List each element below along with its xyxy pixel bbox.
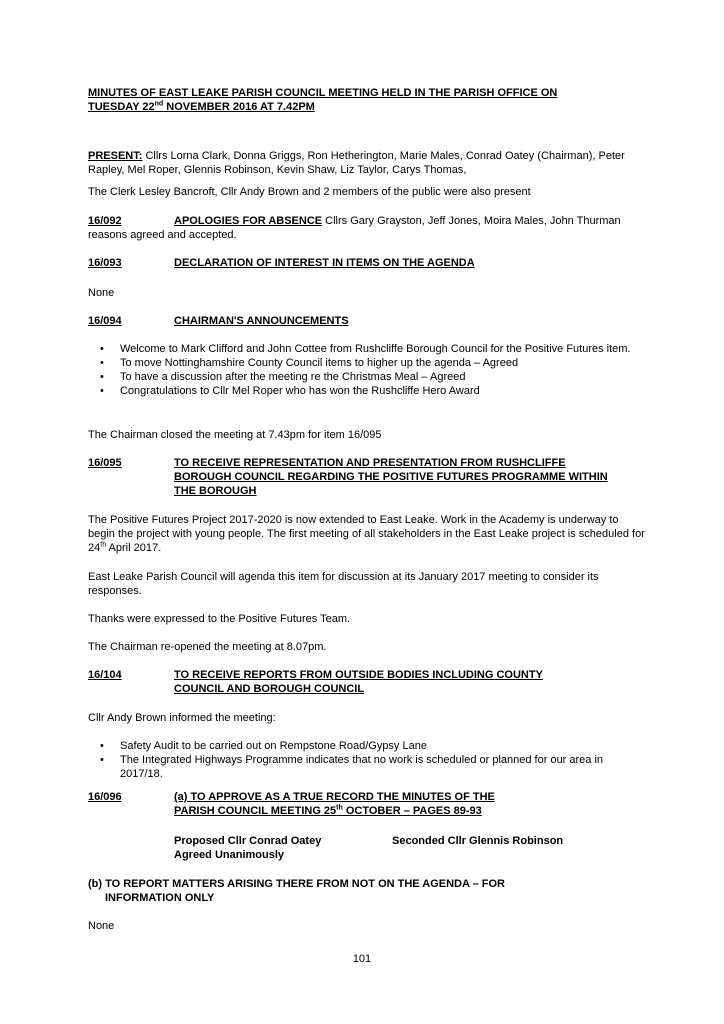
declaration-body: None bbox=[88, 287, 115, 299]
section-heading: CHAIRMAN'S ANNOUNCEMENTS bbox=[174, 315, 349, 327]
present-paragraph bbox=[88, 149, 648, 177]
section-16-095 bbox=[88, 456, 648, 498]
list-item: • To have a discussion after the meeting re the Christmas Meal – Agreed bbox=[100, 370, 645, 384]
paragraph-text-end: April 2017. bbox=[106, 542, 162, 554]
item-number: 16/096 bbox=[88, 791, 122, 803]
list-item: • Safety Audit to be carried out on Rempstone Road/Gypsy Lane bbox=[100, 739, 645, 753]
section-16-094 bbox=[88, 314, 648, 328]
date-suffix: th bbox=[336, 804, 343, 812]
present-text: Cllrs Lorna Clark, Donna Griggs, Ron Hetherington, Marie Males, Conrad Oatey (Chairman), Peter Rapley, Mel Roper, Glennis Robinson, Kevin Shaw, Liz Taylor, Carys Thomas, bbox=[88, 150, 625, 176]
section-16-093 bbox=[88, 256, 648, 270]
section-heading: TO RECEIVE REPORTS FROM OUTSIDE BODIES INCLUDING COUNTY COUNCIL AND BOROUGH COUNCIL bbox=[174, 669, 543, 695]
present-label: PRESENT: bbox=[88, 150, 143, 162]
list-item: • To move Nottinghamshire County Council items to higher up the agenda – Agreed bbox=[100, 356, 645, 370]
heading-line-1: (b) TO REPORT MATTERS ARISING THERE FROM NOT ON THE AGENDA – FOR bbox=[88, 878, 505, 890]
list-item: • Congratulations to Cllr Mel Roper who has won the Rushcliffe Hero Award bbox=[100, 384, 645, 398]
seconded-by: Seconded Cllr Glennis Robinson bbox=[392, 835, 564, 847]
proposed-by: Proposed Cllr Conrad Oatey bbox=[174, 835, 322, 847]
item-number: 16/092 bbox=[88, 215, 122, 227]
paragraph-text: The Positive Futures Project 2017-2020 is now extended to East Leake. Work in the Academy is underway to begin the project with young people. The first meeting of all stakeholders in the East Leake project is scheduled for 24 bbox=[88, 514, 645, 554]
heading-text: PARISH COUNCIL MEETING 25 bbox=[174, 805, 337, 817]
heading-line-2 bbox=[174, 804, 644, 818]
apologies-names: Cllrs Gary Grayston, Jeff Jones, Moira Males, John Thurman reasons agreed and accepted. bbox=[88, 215, 621, 241]
section-16-104 bbox=[88, 668, 648, 696]
announcements-list bbox=[100, 342, 645, 398]
list-item: • Welcome to Mark Clifford and John Cottee from Rushcliffe Borough Council for the Positive Futures item. bbox=[100, 342, 645, 356]
reports-list bbox=[100, 739, 645, 781]
item-number: 16/095 bbox=[88, 457, 122, 469]
also-present-paragraph: The Clerk Lesley Bancroft, Cllr Andy Brown and 2 members of the public were also present bbox=[88, 186, 531, 198]
section-heading: TO RECEIVE REPRESENTATION AND PRESENTATION FROM RUSHCLIFFE BOROUGH COUNCIL REGARDING THE POSITIVE FUTURES PROGRAMME WITHIN THE BOROUGH bbox=[174, 457, 608, 497]
title-line-2 bbox=[88, 100, 648, 114]
heading-line-1: (a) TO APPROVE AS A TRUE RECORD THE MINUTES OF THE bbox=[174, 791, 495, 803]
matters-arising-heading bbox=[88, 877, 648, 905]
section-16-092 bbox=[88, 214, 648, 242]
title-date-rest: NOVEMBER 2016 AT 7.42PM bbox=[163, 101, 315, 113]
section-heading bbox=[174, 790, 644, 818]
apologies-text bbox=[88, 214, 648, 242]
title-date-suffix: nd bbox=[154, 100, 164, 108]
section-16-096 bbox=[88, 790, 648, 818]
item-number: 16/094 bbox=[88, 315, 122, 327]
section-heading: APOLOGIES FOR ABSENCE bbox=[174, 215, 323, 227]
item-number: 16/093 bbox=[88, 257, 122, 269]
matters-arising-body: None bbox=[88, 920, 115, 932]
reports-intro: Cllr Andy Brown informed the meeting: bbox=[88, 712, 276, 724]
list-item: • The Integrated Highways Programme indicates that no work is scheduled or planned for our area in 2017/18. bbox=[100, 753, 645, 781]
section-heading: DECLARATION OF INTEREST IN ITEMS ON THE AGENDA bbox=[174, 257, 475, 269]
reopened-paragraph: The Chairman re-opened the meeting at 8.07pm. bbox=[88, 641, 327, 653]
title-date-text: TUESDAY 22 bbox=[88, 101, 155, 113]
date-suffix: th bbox=[100, 541, 107, 549]
heading-line-2: INFORMATION ONLY bbox=[105, 892, 215, 904]
title-line-1: MINUTES OF EAST LEAKE PARISH COUNCIL MEETING HELD IN THE PARISH OFFICE ON bbox=[88, 87, 558, 99]
thanks-paragraph: Thanks were expressed to the Positive Futures Team. bbox=[88, 613, 351, 625]
heading-text-end: OCTOBER – PAGES 89-93 bbox=[342, 805, 482, 817]
positive-futures-paragraph bbox=[88, 513, 648, 555]
agenda-paragraph: East Leake Parish Council will agenda this item for discussion at its January 2017 meeting to consider its responses. bbox=[88, 571, 599, 597]
meeting-closed-note: The Chairman closed the meeting at 7.43pm for item 16/095 bbox=[88, 429, 382, 441]
minutes-title bbox=[88, 86, 648, 114]
page-number: 101 bbox=[352, 953, 372, 965]
item-number: 16/104 bbox=[88, 669, 122, 681]
agreed-status: Agreed Unanimously bbox=[174, 849, 285, 861]
